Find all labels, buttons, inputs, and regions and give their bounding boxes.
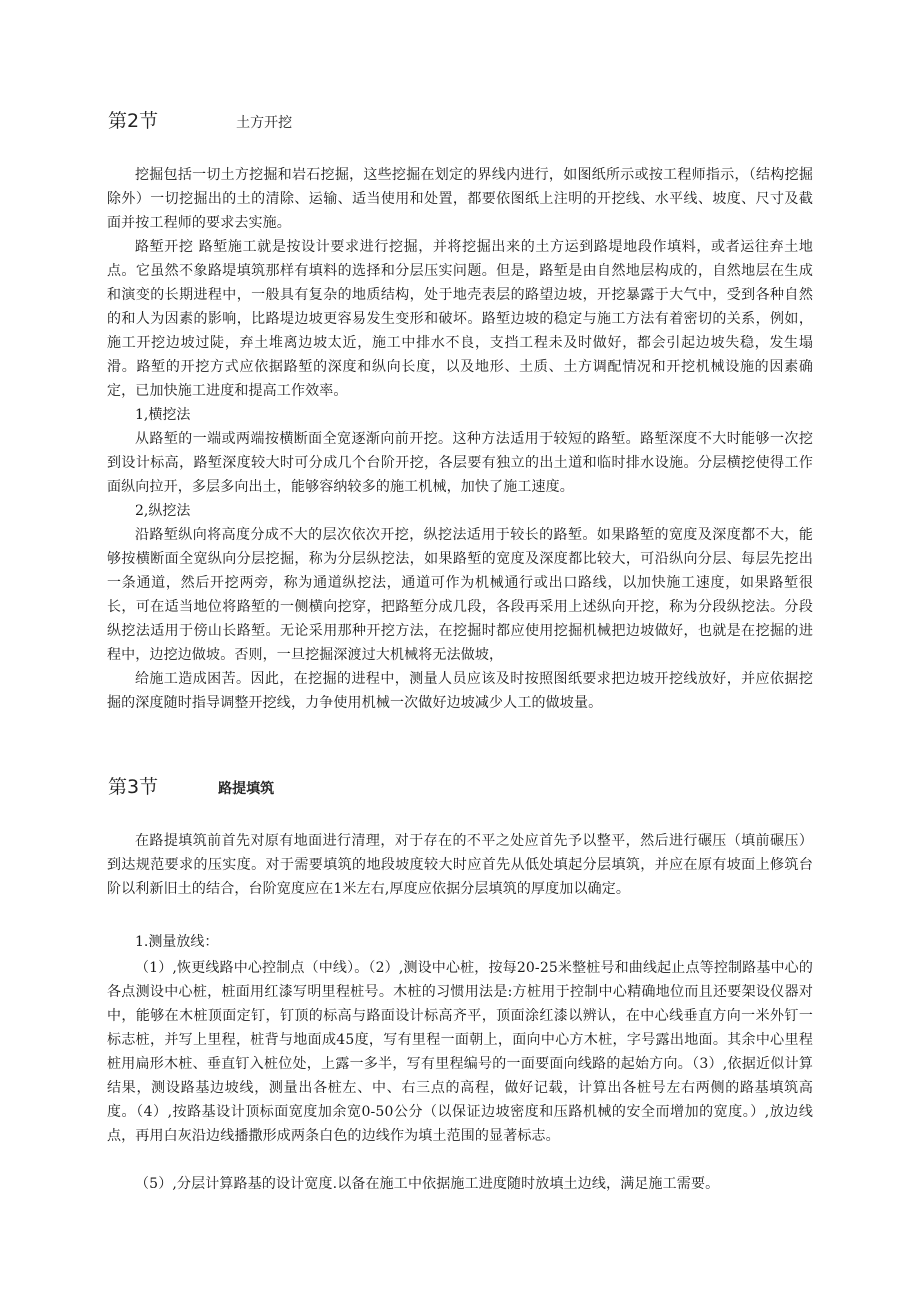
section-3-intro-paragraph: 在路提填筑前首先对原有地面进行清理，对于存在的不平之处应首先予以整平，然后进行碾压（填前碾压）到达规范要求的压实度。对于需要填筑的地段坡度较大时应首先从低处填起分层填筑，并应在原有坡面上修筑台阶以利新旧土的结合，台阶宽度应在1米左右,厚度应依据分层填筑的厚度加以确定。: [107, 833, 813, 897]
section-2-intro-paragraph: 挖掘包括一切土方挖掘和岩石挖掘，这些挖掘在划定的界线内进行，如图纸所示或按工程师指示，（结构挖掘除外）一切挖掘出的土的清除、运输、适当使用和处置，都要依图纸上注明的开挖线、水平线、坡度、尺寸及截面并按工程师的要求去实施。: [107, 167, 813, 231]
section-3-heading: [108, 772, 274, 802]
method-2-label: 2,纵挖法: [135, 503, 191, 519]
method-1-label: 1,横挖法: [135, 407, 191, 423]
section-3-number: 第3节: [108, 776, 159, 798]
section-2-title: 土方开挖: [236, 115, 293, 131]
section-2-closing-paragraph: 给施工造成困苦。因此，在挖掘的进程中，测量人员应该及时按照图纸要求把边坡开挖线放好，并应依据挖掘的深度随时指导调整开挖线，力争使用机械一次做好边坡减少人工的做坡量。: [107, 671, 813, 711]
section-2-number: 第2节: [108, 110, 159, 132]
section-3-title: 路提填筑: [218, 781, 275, 797]
section-2-cutting-paragraph: 路堑开挖 路堑施工就是按设计要求进行挖掘，并将挖掘出来的土方运到路堤地段作填料，或者运往弃土地点。它虽然不象路堤填筑那样有填料的选择和分层压实问题。但是，路堑是由自然地层构成的，自然地层在生成和演变的长期进程中，一般具有复杂的地质结构，处于地壳表层的路望边坡，开挖暴露于大气中，受到各种自然的和人为因素的影响，比路堤边坡更容易发生变形和破坏。路堑边坡的稳定与施工方法有着密切的关系，例如，施工开挖边坡过陡，弃土堆离边坡太近，施工中排水不良，支挡工程未及时做好，都会引起边坡失稳，发生塌滑。路堑的开挖方式应依据路堑的深度和纵向长度，以及地形、土质、土方调配情况和开挖机械设施的因素确定，已加快施工进度和提高工作效率。: [107, 239, 813, 399]
section-2-heading: [108, 106, 292, 136]
survey-label: 1.测量放线：: [135, 934, 219, 950]
survey-step-5-paragraph: （5）,分层计算路基的设计宽度.以备在施工中依据施工进度随时放填土边线，满足施工需要。: [135, 1176, 720, 1192]
survey-paragraph: （1）,恢更线路中心控制点（中线）。（2）,测设中心桩，按每20-25米整桩号和曲线起止点等控制路基中心的各点测设中心桩，桩面用红漆写明里程桩号。木桩的习惯用法是:方桩用于控制中心精确地位而且还要架设仪器对中，能够在木桩顶面定钉，钉顶的标高与路面设计标高齐平，顶面涂红漆以辨认，在中心线垂直方向一米外钉一标志桩，并写上里程，桩背与地面成45度，写有里程一面朝上，面向中心方木桩，字号露出地面。其余中心里程桩用扁形木桩、垂直钉入桩位处，上露一多半，写有里程编号的一面要面向线路的起始方向。（3）,依据近似计算结果，测设路基边坡线，测量出各桩左、中、右三点的高程，做好记载，计算出各桩号左右两侧的路基填筑高度。（4）,按路基设计顶标面宽度加余宽0-50公分（以保证边坡密度和压路机械的安全而增加的宽度。）,放边线点，再用白灰沿边线播撒形成两条白色的边线作为填土范围的显著标志。: [107, 960, 813, 1144]
method-2-paragraph: 沿路堑纵向将高度分成不大的层次依次开挖，纵挖法适用于较长的路堑。如果路堑的宽度及深度都不大，能够按横断面全宽纵向分层挖掘，称为分层纵挖法，如果路堑的宽度及深度都比较大，可沿纵向分层、每层先挖出一条通道，然后开挖两旁，称为通道纵挖法，通道可作为机械通行或出口路线，以加快施工速度，如果路堑很长，可在适当地位将路堑的一侧横向挖穿，把路堑分成几段，各段再采用上述纵向开挖，称为分段纵挖法。分段纵挖法适用于傍山长路堑。无论采用那种开挖方法，在挖掘时都应使用挖掘机械把边坡做好，也就是在挖掘的进程中，边挖边做坡。否则，一旦挖掘深渡过大机械将无法做坡，: [107, 527, 813, 663]
method-1-paragraph: 从路堑的一端或两端按横断面全宽逐渐向前开挖。这种方法适用于较短的路堑。路堑深度不大时能够一次挖到设计标高，路堑深度较大时可分成几个台阶开挖，各层要有独立的出土道和临时排水设施。分层横挖使得工作面纵向拉开，多层多向出土，能够容纳较多的施工机械，加快了施工速度。: [107, 431, 813, 495]
